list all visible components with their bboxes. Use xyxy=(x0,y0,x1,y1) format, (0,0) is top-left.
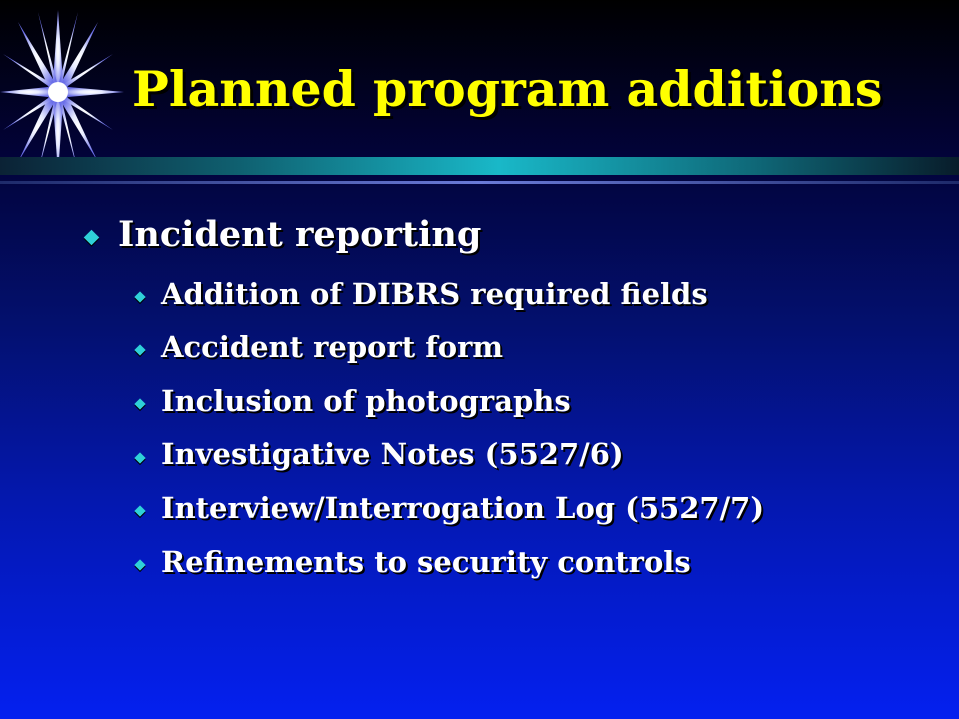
list-item: Investigative Notes (5527/6) xyxy=(161,437,624,471)
list-item: Inclusion of photographs xyxy=(161,384,571,418)
list-item: Refinements to security controls xyxy=(161,545,691,579)
list-item: Interview/Interrogation Log (5527/7) xyxy=(161,491,765,525)
list-item-incident-reporting: Incident reporting xyxy=(118,214,482,255)
list-item: Accident report form xyxy=(161,330,504,364)
slide-title: Planned program additions xyxy=(132,60,883,118)
list-item: Addition of DIBRS required fields xyxy=(161,277,708,311)
